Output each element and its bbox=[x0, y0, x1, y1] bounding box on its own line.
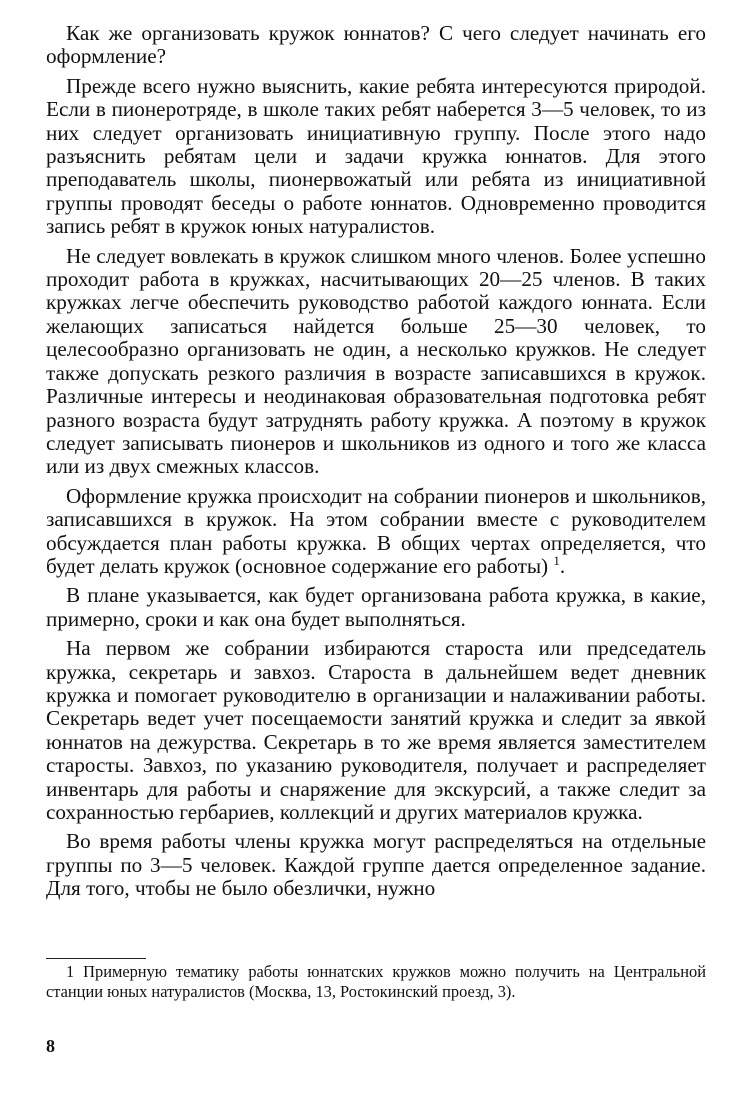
paragraph-5: В плане указывается, как будет организована работа кружка, в какие, примерно, сроки и как она будет выполняться. bbox=[46, 583, 706, 631]
paragraph-1: Как же организовать кружок юннатов? С чего следует начинать его оформление? bbox=[46, 21, 706, 69]
paragraph-4-period: . bbox=[559, 553, 566, 578]
paragraph-4 bbox=[46, 485, 706, 579]
paragraph-3: Не следует вовлекать в кружок слишком много членов. Более успешно проходит работа в кружках, насчитывающих 20—25 членов. В таких кружках легче обеспечить руководство работой каждого юнната. Если желающих записаться найдется больше 25—30 человек, то целесообразно организовать не один, а несколько кружков. Не следует также допускать резкого различия в возрасте записавшихся в кружок. Различные интересы и неодинаковая образовательная подготовка ребят разного возраста будут затруднять работу кружка. А поэтому в кружок следует записывать пионеров и школьников из одного и того же класса или из двух смежных классов. bbox=[46, 243, 706, 479]
paragraph-6: На первом же собрании избираются староста или председатель кружка, секретарь и завхоз. Староста в дальнейшем ведет дневник кружка и помогает руководителю в организации и налаживании работы. Секретарь ведет учет посещаемости занятий кружка и следит за явкой юннатов на дежурства. Секретарь в то же время является заместителем старосты. Завхоз, по указанию руководителя, получает и распределяет инвентарь для работы и снаряжение для экскурсий, а также следит за сохранностью гербариев, коллекций и других материалов кружка. bbox=[46, 636, 706, 824]
footnote-mark: 1 bbox=[66, 962, 75, 981]
footnote-divider bbox=[46, 958, 146, 959]
paragraph-2: Прежде всего нужно выяснить, какие ребята интересуются природой. Если в пионеротряде, в школе таких ребят наберется 3—5 человек, то из них следует организовать инициативную группу. После этого надо разъяснить ребятам цели и задачи кружка юннатов. Для этого преподаватель школы, пионервожатый или ребята из инициативной группы проводят беседы о работе юннатов. Одновременно проводится запись ребят в кружок юных натуралистов. bbox=[46, 73, 706, 239]
page-body bbox=[46, 22, 706, 907]
footnote-text: Примерную тематику работы юннатских кружков можно получить на Центральной станции юных натуралистов (Москва, 13, Ростокинский проезд, 3). bbox=[46, 962, 706, 1001]
page-number: 8 bbox=[46, 1036, 55, 1056]
footnote bbox=[46, 962, 706, 1001]
paragraph-7: Во время работы члены кружка могут распределяться на отдельные группы по 3—5 человек. Каждой группе дается определенное задание. Для того, чтобы не было обезлички, нужно bbox=[46, 829, 706, 901]
footnote-reference[interactable]: 1 bbox=[553, 552, 560, 568]
paragraph-4-text: Оформление кружка происходит на собрании пионеров и школьников, записавшихся в кружок. На этом собрании вместе с руководителем обсуждается план работы кружка. В общих чертах определяется, что будет делать кружок (основное содержание его работы) bbox=[46, 483, 706, 578]
